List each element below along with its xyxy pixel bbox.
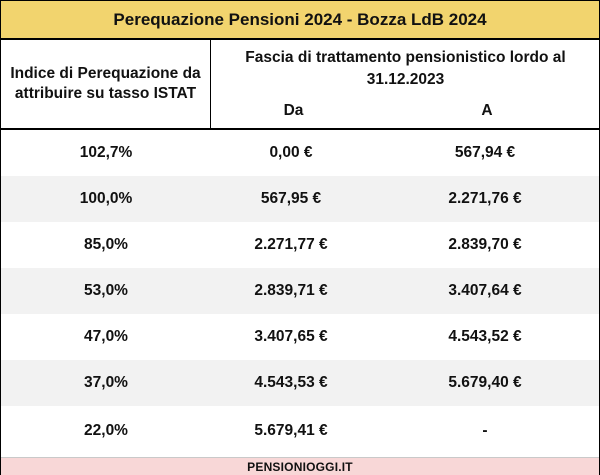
cell-da: 2.839,71 € bbox=[254, 282, 328, 299]
table-row bbox=[1, 130, 599, 176]
cell-a: 567,94 € bbox=[454, 144, 516, 161]
cell-da: 5.679,41 € bbox=[254, 421, 328, 439]
cell-da: 3.407,65 € bbox=[254, 328, 328, 345]
table-row bbox=[1, 406, 599, 455]
table-header bbox=[1, 40, 599, 130]
cell-da: 4.543,53 € bbox=[254, 374, 328, 391]
cell-da: 2.271,77 € bbox=[254, 236, 328, 253]
header-fascia-trattamento: Fascia di trattamento pensionistico lordo al 31.12.2023 bbox=[245, 49, 566, 88]
cell-a: 2.271,76 € bbox=[448, 190, 522, 207]
cell-a: 3.407,64 € bbox=[448, 282, 522, 299]
cell-indice: 22,0% bbox=[84, 421, 128, 439]
cell-indice: 53,0% bbox=[84, 282, 128, 299]
cell-indice: 47,0% bbox=[84, 328, 128, 345]
cell-da: 567,95 € bbox=[260, 190, 322, 207]
cell-indice: 37,0% bbox=[84, 374, 128, 391]
cell-a: 4.543,52 € bbox=[448, 328, 522, 345]
table-row bbox=[1, 268, 599, 314]
cell-a: 2.839,70 € bbox=[448, 236, 522, 253]
cell-a: 5.679,40 € bbox=[448, 374, 522, 391]
header-col-a: A bbox=[481, 102, 493, 119]
table-row bbox=[1, 222, 599, 268]
table-row bbox=[1, 314, 599, 360]
table-row bbox=[1, 360, 599, 406]
table-row bbox=[1, 176, 599, 222]
cell-da: 0,00 € bbox=[269, 144, 313, 161]
footer-source: PENSIONIOGGI.IT bbox=[1, 457, 599, 475]
header-col-da: Da bbox=[283, 102, 304, 119]
cell-indice: 102,7% bbox=[79, 144, 133, 161]
table-body bbox=[1, 130, 599, 455]
header-indice-perequazione: Indice di Perequazione da attribuire su tasso ISTAT bbox=[1, 40, 211, 128]
table-title: Perequazione Pensioni 2024 - Bozza LdB 2024 bbox=[1, 1, 599, 40]
cell-a: - bbox=[482, 421, 488, 439]
cell-indice: 100,0% bbox=[79, 190, 133, 207]
cell-indice: 85,0% bbox=[84, 236, 128, 253]
